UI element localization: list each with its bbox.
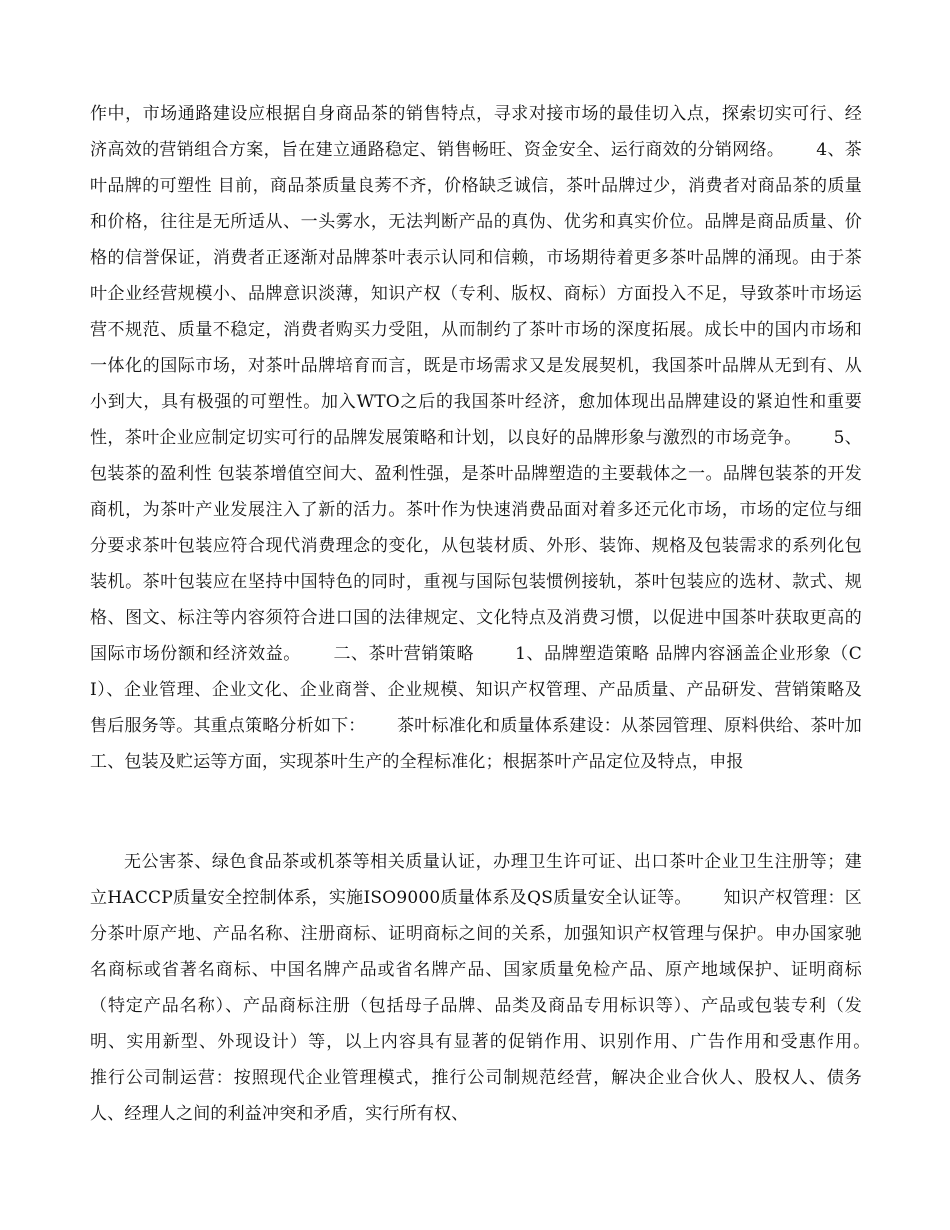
paragraph-1: 作中，市场通路建设应根据自身商品茶的销售特点，寻求对接市场的最佳切入点，探索切实可行、经济高效的营销组合方案，旨在建立通路稳定、销售畅旺、资金安全、运行商效的分销网络。 4、茶叶品牌的可塑性 目前，商品茶质量良莠不齐，价格缺乏诚信，茶叶品牌过少，消费者对商品茶的质量和价格，往往是无所适从、一头雾水，无法判断产品的真伪、优劣和真实价位。品牌是商品质量、价格的信誉保证，消费者正逐渐对品牌茶叶表示认同和信赖，市场期待着更多茶叶品牌的涌现。由于茶叶企业经营规模小、品牌意识淡薄，知识产权（专利、版权、商标）方面投入不足，导致茶叶市场运营不规范、质量不稳定，消费者购买力受阻，从而制约了茶叶市场的深度拓展。成长中的国内市场和一体化的国际市场，对茶叶品牌培育而言，既是市场需求又是发展契机，我国茶叶品牌从无到有、从小到大，具有极强的可塑性。加入WTO之后的我国茶叶经济，愈加体现出品牌建设的紧迫性和重要性，茶叶企业应制定切实可行的品牌发展策略和计划，以良好的品牌形象与激烈的市场竞争。 5、包装茶的盈利性 包装茶增值空间大、盈利性强，是茶叶品牌塑造的主要载体之一。品牌包装茶的开发商机，为茶叶产业发展注入了新的活力。茶叶作为快速消费品面对着多还元化市场，市场的定位与细分要求茶叶包装应符合现代消费理念的变化，从包装材质、外形、装饰、规格及包装需求的系列化包装机。茶叶包装应在坚持中国特色的同时，重视与国际包装惯例接轨，茶叶包装应的选材、款式、规格、图文、标注等内容须符合进口国的法律规定、文化特点及消费习惯，以促进中国茶叶获取更高的国际市场份额和经济效益。 二、茶叶营销策略 1、品牌塑造策略 品牌内容涵盖企业形象（CI）、企业管理、企业文化、企业商誉、企业规模、知识产权管理、产品质量、产品研发、营销策略及售后服务等。其重点策略分析如下： 茶叶标准化和质量体系建设：从茶园管理、原料供给、茶叶加工、包装及贮运等方面，实现茶叶生产的全程标准化；根据茶叶产品定位及特点，申报	[90, 104, 862, 772]
paragraph-2: 无公害茶、绿色食品茶或机茶等相关质量认证，办理卫生许可证、出口茶叶企业卫生注册等；建立HACCP质量安全控制体系，实施ISO9000质量体系及QS质量安全认证等。 知识产权管理：区分茶叶原产地、产品名称、注册商标、证明商标之间的关系，加强知识产权管理与保护。申办国家驰名商标或省著名商标、中国名牌产品或省名牌产品、国家质量免检产品、原产地域保护、证明商标（特定产品名称）、产品商标注册（包括母子品牌、品类及商品专用标识等）、产品或包装专利（发明、实用新型、外现设计）等，以上内容具有显著的促销作用、识别作用、广告作用和受惠作用。 推行公司制运营：按照现代企业管理模式，推行公司制规范经营，解决企业合伙人、股权人、债务人、经理人之间的利益冲突和矛盾，实行所有权、	[90, 852, 903, 1124]
text-block-1	[90, 96, 862, 780]
text-block-2	[90, 844, 903, 1132]
